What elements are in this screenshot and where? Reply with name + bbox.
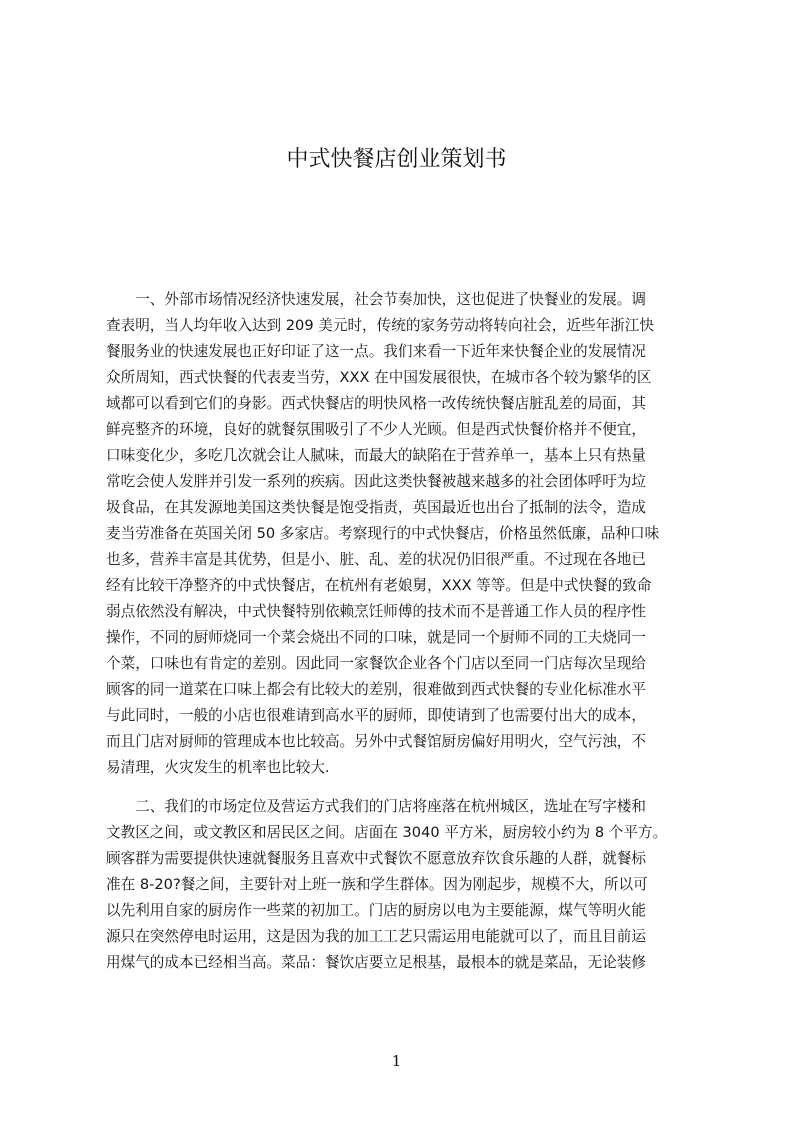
text-line: 文教区之间，或文教区和居民区之间。店面在 3040 平方米，厨房较小约为 8 个平方。 — [106, 824, 668, 841]
text-line: 弱点依然没有解决，中式快餐特别依赖烹饪师傅的技术而不是普通工作人员的程序性 — [106, 603, 646, 620]
text-line: 经有比较干净整齐的中式快餐店，在杭州有老娘舅，XXX 等等。但是中式快餐的致命 — [106, 577, 652, 594]
text-line: 而且门店对厨师的管理成本也比较高。另外中式餐馆厨房偏好用明火，空气污浊，不 — [106, 733, 646, 750]
text-line: 一、外部市场情况经济快速发展，社会节奏加快，这也促进了快餐业的发展。调 — [106, 291, 646, 308]
text-line: 易清理，火灾发生的机率也比较大. — [106, 759, 330, 776]
text-line: 口味变化少，多吃几次就会让人腻味，而最大的缺陷在于营养单一，基本上只有热量 — [106, 447, 646, 464]
text-line: 常吃会使人发胖并引发一系列的疾病。因此这类快餐被越来越多的社会团体呼吁为垃 — [106, 473, 646, 490]
text-line: 二、我们的市场定位及营运方式我们的门店将座落在杭州城区，选址在写字楼和 — [106, 798, 646, 815]
text-line: 查表明，当人均年收入达到 209 美元时，传统的家务劳动将转向社会，近些年浙江快 — [106, 317, 654, 334]
text-line: 鲜亮整齐的环境，良好的就餐氛围吸引了不少人光顾。但是西式快餐价格并不便宜， — [106, 421, 646, 438]
paragraph-market-situation — [106, 287, 726, 781]
text-line: 准在 8-20?餐之间，主要针对上班一族和学生群体。因为刚起步，规模不大，所以可 — [106, 876, 648, 893]
text-line: 个菜，口味也有肯定的差别。因此同一家餐饮企业各个门店以至同一门店每次呈现给 — [106, 655, 646, 672]
paragraph-market-positioning — [106, 794, 726, 976]
text-line: 麦当劳准备在英国关闭 50 多家店。考察现行的中式快餐店，价格虽然低廉，品种口味 — [106, 525, 660, 542]
text-line: 用煤气的成本已经相当高。菜品：餐饮店要立足根基，最根本的就是菜品，无论装修 — [106, 954, 646, 971]
text-line: 源只在突然停电时运用，这是因为我的加工工艺只需运用电能就可以了，而且目前运 — [106, 928, 646, 945]
text-line: 也多，营养丰富是其优势，但是小、脏、乱、差的状况仍旧很严重。不过现在各地已 — [106, 551, 646, 568]
text-line: 顾客群为需要提供快速就餐服务且喜欢中式餐饮不愿意放弃饮食乐趣的人群，就餐标 — [106, 850, 646, 867]
page-number: 1 — [391, 1052, 402, 1070]
text-line: 众所周知，西式快餐的代表麦当劳，XXX 在中国发展很快，在城市各个较为繁华的区 — [106, 369, 652, 386]
text-line: 餐服务业的快速发展也正好印证了这一点。我们来看一下近年来快餐企业的发展情况 — [106, 343, 646, 360]
text-line: 域都可以看到它们的身影。西式快餐店的明快风格一改传统快餐店脏乱差的局面，其 — [106, 395, 646, 412]
document-title: 中式快餐店创业策划书 — [286, 147, 507, 172]
text-line: 与此同时，一般的小店也很难请到高水平的厨师，即使请到了也需要付出大的成本， — [106, 707, 646, 724]
text-line: 顾客的同一道菜在口味上都会有比较大的差别，很难做到西式快餐的专业化标准水平 — [106, 681, 646, 698]
text-line: 圾食品，在其发源地美国这类快餐是饱受指责，英国最近也出台了抵制的法令，造成 — [106, 499, 646, 516]
text-line: 操作，不同的厨师烧同一个菜会烧出不同的口味，就是同一个厨师不同的工夫烧同一 — [106, 629, 646, 646]
text-line: 以先利用自家的厨房作一些菜的初加工。门店的厨房以电为主要能源，煤气等明火能 — [106, 902, 646, 919]
